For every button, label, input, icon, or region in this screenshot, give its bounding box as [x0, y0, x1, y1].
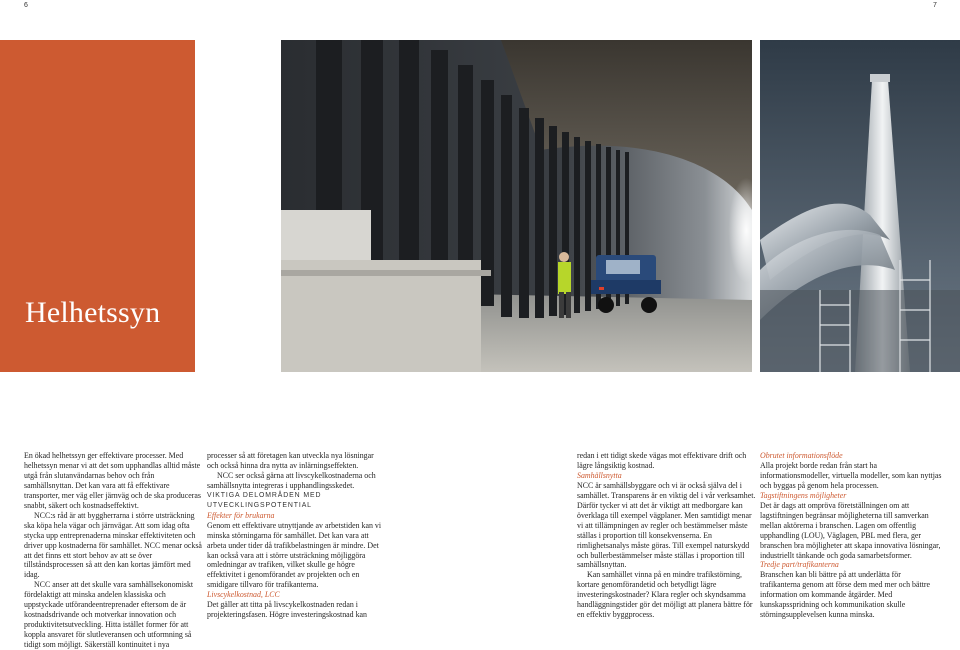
text-column-2 [207, 451, 387, 620]
subheading: Tredje part/trafikanterna [760, 560, 839, 570]
paragraph: Det gäller att titta på livscykelkostnaden redan i projekteringsfasen. Högre investeringskostnad kan [207, 600, 367, 620]
page-number-left: 6 [24, 2, 28, 9]
paragraph: NCC anser att det skulle vara samhällsekonomiskt fördelaktigt att minska andelen klassiska och uppstyckade utförandeentreprenader eftersom de är kostnadsdrivande och motverkar innovation och produktivitetsutveckling. Hitta istället former för att koppla ansvaret för slutleveransen och utformning så tidigt som möjligt. Säkerställ kontinuitet i nya [24, 580, 194, 650]
subheading: Tagstiftningens möjligheter [760, 490, 847, 500]
industrial-plant-photo [760, 40, 960, 372]
text-column-4 [760, 451, 942, 620]
section-heading: VIKTIGA DELOMRÅDEN MED UTVECKLINGSPOTENTIAL [207, 491, 322, 509]
paragraph: NCC ser också gärna att livscykelkostnaderna och samhällsnytta integreras i upphandlingsskedet. [207, 470, 376, 490]
subheading: Effekter för brukarna [207, 510, 275, 520]
subheading: Samhällsnytta [577, 470, 622, 480]
paragraph: Det är dags att ompröva företställningen om att lagstiftningen begränsar möjligheterna till samverkan mellan aktörerna i branschen. Lagen om offentlig upphandling (LOU), Väglagen, PBL med flera, ger branschen bra möjligheter att skapa innovativa lösningar, industriellt tänkande och goda samarbetsformer. [760, 500, 941, 560]
page-number-right: 7 [933, 2, 937, 9]
text-column-3 [577, 451, 757, 620]
subheading: Livscykelkostnad, LCC [207, 590, 280, 600]
tunnel-construction-photo [281, 40, 752, 372]
subheading: Obrutet informationsflöde [760, 451, 843, 460]
text-column-1 [24, 451, 204, 650]
paragraph: NCC är samhällsbyggare och vi är också själva del i samhället. Transparens är en viktig del i vår verksamhet. Därför tycker vi att det är viktigt att medborgare kan överklaga till exempel vägplaner. Men samtidigt menar vi att tillämpningen av regler och bestämmelser måste ställas i proportion till konsekvenserna. En rimlighetsanalys måste göras. Till exempel naturskydd och bullerbestämmelser måste ställas i proportion till samhällsnyttan. [577, 480, 756, 570]
paragraph: redan i ett tidigt skede vägas mot effektivare drift och lägre långsiktig kostnad. [577, 451, 747, 470]
paragraph: Branschen kan bli bättre på att underlätta för trafikanterna genom att förse dem med mer och bättre information om kommande åtgärder. Med kunskapsspridning och kommunikation skulle störningsupplevelsen kunna minska. [760, 570, 931, 620]
paragraph: Genom ett effektivare utnyttjande av arbetstiden kan vi minska störningarna för samhället. Det kan vara att arbeta under tider då trafikbelastningen är mindre. Det kan också vara att i större utsträckning möjliggöra omledningar av trafiken, vilket skulle ge högre effektivitet i genomförandet av projekten och en smidigare tillvaro för trafikanterna. [207, 520, 382, 590]
paragraph: Kan samhället vinna på en mindre trafikstörning, kortare genomförandetid och betydligt lägre investeringskostnader? Klara regler och skyndsamma handläggningstider gör det möjligt att planera bättre för en effektiv byggprocess. [577, 570, 753, 620]
paragraph: En ökad helhetssyn ger effektivare processer. Med helhetssyn menar vi att det som upphandlas alltid måste utgå från slutanvändarnas behov och från samhällsnyttan. Det kan vara att få effektivare transporter, mer väg eller järnväg och de ska produceras snabbt, säkert och kostnadseffektivt. [24, 451, 201, 510]
page-title: Helhetssyn [25, 296, 161, 329]
paragraph: NCC:s råd är att byggherrarna i större utsträckning ska köpa hela vägar och järnvägar. Att som idag ofta stycka upp entreprenaderna minskar effektiviteten och driver upp kostnaderna för samhället. NCC menar också att det finns ett stort behov av att se över tillståndsprocessen så att den kan kortas jämfört med idag. [24, 510, 202, 580]
paragraph: Alla projekt borde redan från start ha informationsmodeller, virtuella modeller, som kan nyttjas och byggas på genom hela processen. [760, 460, 942, 490]
paragraph: processer så att företagen kan utveckla nya lösningar och också hinna dra nytta av inlärningseffekten. [207, 451, 374, 470]
